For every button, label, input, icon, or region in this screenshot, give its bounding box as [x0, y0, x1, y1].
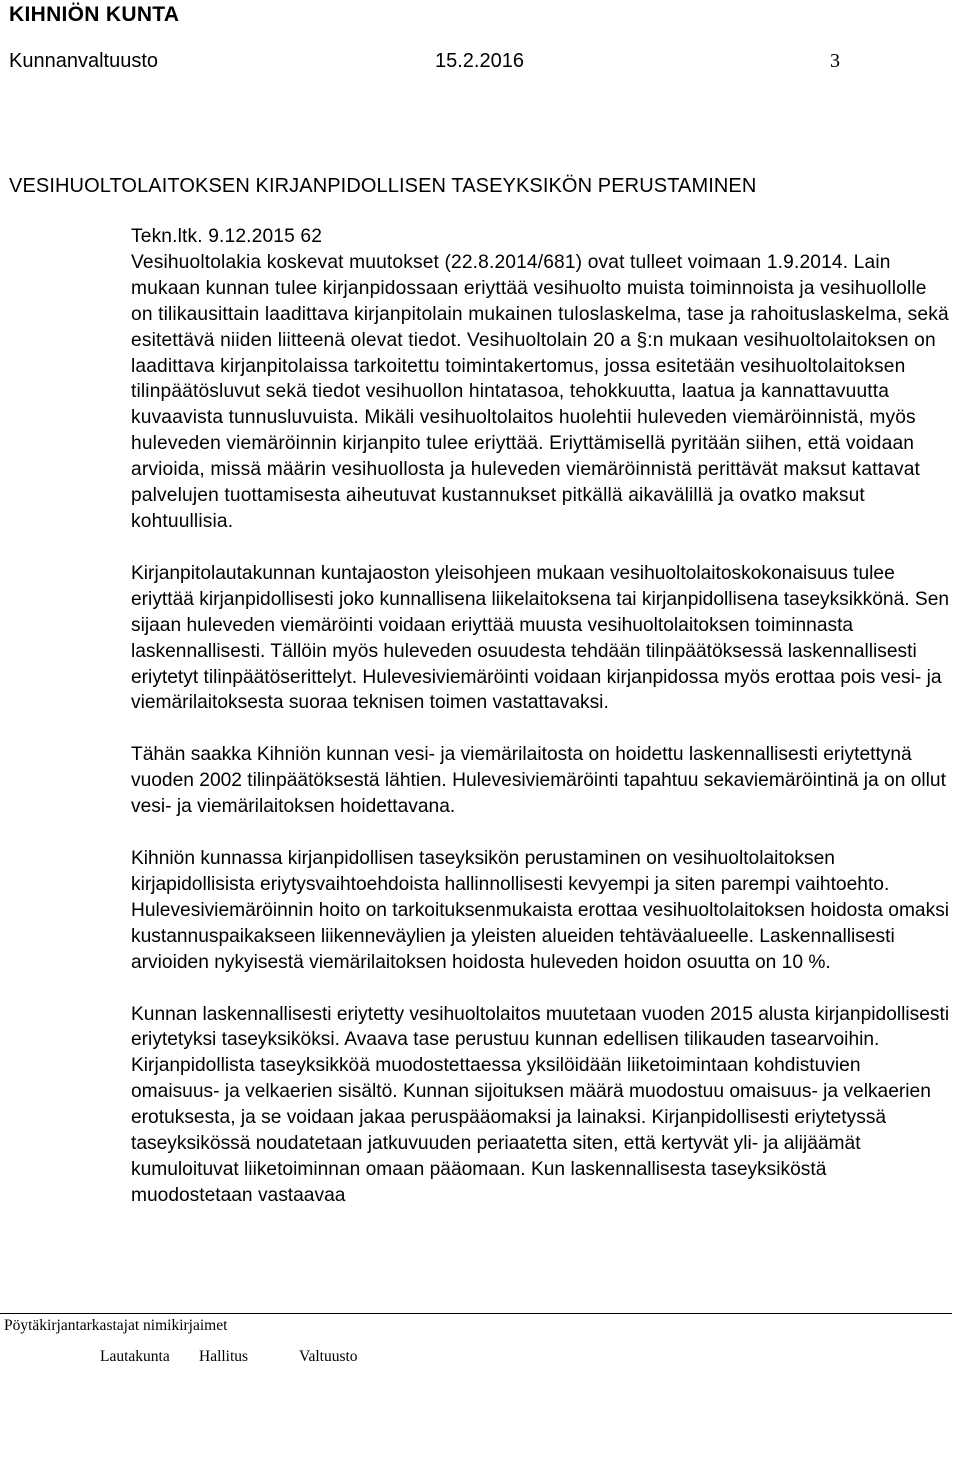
- organization-name: KIHNIÖN KUNTA: [9, 3, 180, 26]
- signature-column-lautakunta: Lautakunta: [100, 1348, 170, 1365]
- signature-box: [0, 1313, 960, 1465]
- paragraph-2: Kirjanpitolautakunnan kuntajaoston yleisohjeen mukaan vesihuoltolaitoskokonaisuus tulee eriyttää kirjanpidollisesti joko kunnallisena liikelaitoksena tai kirjanpidollisena taseyksikkönä. Sen sijaan huleveden viemäröinti voidaan eriyttää muusta vesihuoltolaitoksen toiminnasta laskennallisesti. Tällöin myös huleveden osuudesta tehdään tilinpäätöksessä laskennallisesti eriytetyt tilinpäätöserittelyt. Hulevesiviemäröinti voidaan kirjanpidossa myös erottaa pois vesi- ja viemärilaitoksesta suoraa teknisen toimen vastattavaksi.: [131, 562, 950, 714]
- document-body: [131, 224, 953, 1235]
- page-number: 3: [830, 50, 840, 72]
- paragraph-1: [131, 224, 953, 535]
- paragraph-5: Kunnan laskennallisesti eriytetty vesihuoltolaitos muutetaan vuoden 2015 alusta kirjanpidollisesti eriytetyksi taseyksiköksi. Avaava tase perustuu kunnan edellisen tilikauden tasearvoihin. Kirjanpidollista taseyksikköä muodostettaessa yksilöidään liiketoimintaan kohdistuvien omaisuus- ja velkaerien sisältö. Kunnan sijoituksen määrä muodostuu omaisuus- ja velkaerien erotuksesta, ja se voidaan jakaa peruspääomaksi ja lainaksi. Kirjanpidollisesti eriytetyssä taseyksikössä noudatetaan jatkuvuuden periaatetta siten, että kertyvät yli- ja alijäämät kumuloituvat liiketoiminnan omaan pääomaan. Kun laskennallisesta taseyksiköstä muodostetaan vastaavaa: [131, 1003, 950, 1206]
- section-title: VESIHUOLTOLAITOKSEN KIRJANPIDOLLISEN TASEYKSIKÖN PERUSTAMINEN: [9, 175, 757, 197]
- meeting-date: 15.2.2016: [435, 50, 524, 72]
- reference-line: Tekn.ltk. 9.12.2015 62: [131, 226, 323, 247]
- paragraph-1-text: Vesihuoltolakia koskevat muutokset (22.8.2014/681) ovat tulleet voimaan 1.9.2014. Lain mukaan kunnan tulee kirjanpidossaan eriyttää vesihuolto muista toiminnoista ja vesihuollolle on tilikausittain laadittava kirjanpitolain mukainen tuloslaskelma, tase ja rahoituslaskelma, sekä esitettävä niiden liitteenä olevat tiedot. Vesihuoltolain 20 a §:n mukaan vesihuoltolaitoksen on laadittava kirjanpitolaissa tarkoitettu toimintakertomus, jossa esitetään vesihuoltolaitoksen tilinpäätösluvut sekä tiedot vesihuollon hintatasoa, tehokkuutta, laatua ja kannattavuutta kuvaavista tunnusluvuista. Mikäli vesihuoltolaitos huolehtii huleveden viemäröinnistä, myös huleveden viemäröinnin kirjanpito tulee eriyttää. Eriyttämisellä pyritään siihen, että voidaan arvioida, missä määrin vesihuollosta ja huleveden viemäröinnistä perittävät maksut kattavat palvelujen tuottamisesta aiheutuvat kustannukset pitkällä aikavälillä ja ovatko maksut kohtuullisia.: [131, 251, 949, 532]
- paragraph-3: Tähän saakka Kihniön kunnan vesi- ja viemärilaitosta on hoidettu laskennallisesti eriytettynä vuoden 2002 tilinpäätöksestä lähtien. Hulevesiviemäröinti tapahtuu sekaviemäröintinä ja on ollut vesi- ja viemärilaitoksen hoidettavana.: [131, 744, 946, 818]
- meeting-body: Kunnanvaltuusto: [9, 50, 159, 72]
- paragraph-4: Kihniön kunnassa kirjanpidollisen taseyksikön perustaminen on vesihuoltolaitoksen kirjapidollisista eriytysvaihtoehdoista hallinnollisesti kevyempi ja siten parempi vaihtoehto. Hulevesiviemäröinnin hoito on tarkoituksenmukaista erottaa vesihuoltolaitoksen hoidosta omaksi kustannuspaikakseen liikenneväylien ja yleisten alueiden tehtäväalueelle. Laskennallisesti arvioiden nykyisestä viemärilaitoksen hoidosta huleveden hoidon osuutta on 10 %.: [131, 848, 950, 973]
- signature-label: Pöytäkirjantarkastajat nimikirjaimet: [4, 1317, 228, 1334]
- signature-column-hallitus: Hallitus: [199, 1348, 249, 1365]
- signature-top-rule: [0, 1313, 952, 1314]
- signature-column-valtuusto: Valtuusto: [299, 1348, 358, 1365]
